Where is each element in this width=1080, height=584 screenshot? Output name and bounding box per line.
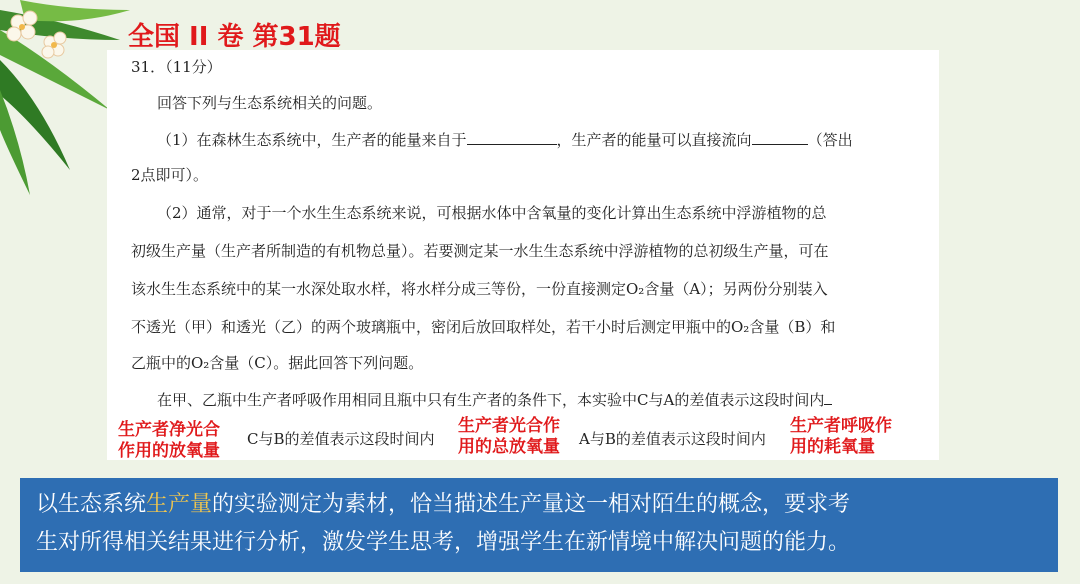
question-part2-line3: 该水生生态系统中的某一水深处取水样，将水样分成三等份，一份直接测定O₂含量（A）；另两份分别装入 (131, 280, 828, 298)
question-part1-cont: 2点即可）。 (131, 166, 209, 184)
answer-1-line1: 生产者净光合 (118, 420, 220, 440)
summary-line1 (36, 486, 1044, 524)
part2-line6-text: 在甲、乙瓶中生产者呼吸作用相同且瓶中只有生产者的条件下，本实验中C与A的差值表示这段时间内 (157, 391, 825, 409)
mid-text-1: C与B的差值表示这段时间内 (247, 430, 435, 448)
question-intro: 回答下列与生态系统相关的问题。 (157, 94, 383, 112)
answer-2-line1: 生产者光合作 (458, 416, 560, 436)
answer-blank (752, 130, 808, 145)
summary-highlight: 生产量 (146, 492, 213, 517)
answer-1-line2: 作用的放氧量 (118, 441, 220, 461)
question-part2-line1: （2）通常，对于一个水生生态系统来说，可根据水体中含氧量的变化计算出生态系统中浮游植物的总 (157, 204, 827, 222)
answer-3 (790, 416, 892, 458)
question-part2-line5: 乙瓶中的O₂含量（C）。据此回答下列问题。 (131, 354, 424, 372)
question-part2-line6 (157, 390, 832, 409)
answer-3-line2: 用的耗氧量 (790, 437, 875, 457)
question-part2-line4: 不透光（甲）和透光（乙）的两个玻璃瓶中，密闭后放回取样处，若干小时后测定甲瓶中的O₂含量（B）和 (131, 318, 836, 336)
answer-2-line2: 用的总放氧量 (458, 437, 560, 457)
summary-line1-post: 的实验测定为素材，恰当描述生产量这一相对陌生的概念，要求考 (212, 492, 851, 517)
part1-text-b: ，生产者的能量可以直接流向 (556, 131, 752, 149)
question-part1 (157, 130, 853, 149)
slide-title: 全国 II 卷 第31题 (128, 22, 341, 48)
summary-box (20, 478, 1058, 572)
answer-blank (467, 130, 557, 145)
answer-1 (118, 420, 220, 462)
part1-text-c: （答出 (807, 131, 853, 149)
answer-blank (824, 390, 832, 405)
part1-text-a: （1）在森林生态系统中，生产者的能量来自于 (157, 131, 467, 149)
mid-text-2: A与B的差值表示这段时间内 (579, 430, 766, 448)
answer-3-line1: 生产者呼吸作 (790, 416, 892, 436)
answer-2 (458, 416, 560, 458)
question-header: 31．（11分） (131, 58, 222, 76)
summary-line1-pre: 以生态系统 (36, 492, 147, 517)
question-card (107, 50, 939, 460)
summary-line2: 生对所得相关结果进行分析，激发学生思考，增强学生在新情境中解决问题的能力。 (36, 530, 851, 555)
question-part2-line2: 初级生产量（生产者所制造的有机物总量）。若要测定某一水生生态系统中浮游植物的总初级生产量，可在 (131, 242, 829, 260)
